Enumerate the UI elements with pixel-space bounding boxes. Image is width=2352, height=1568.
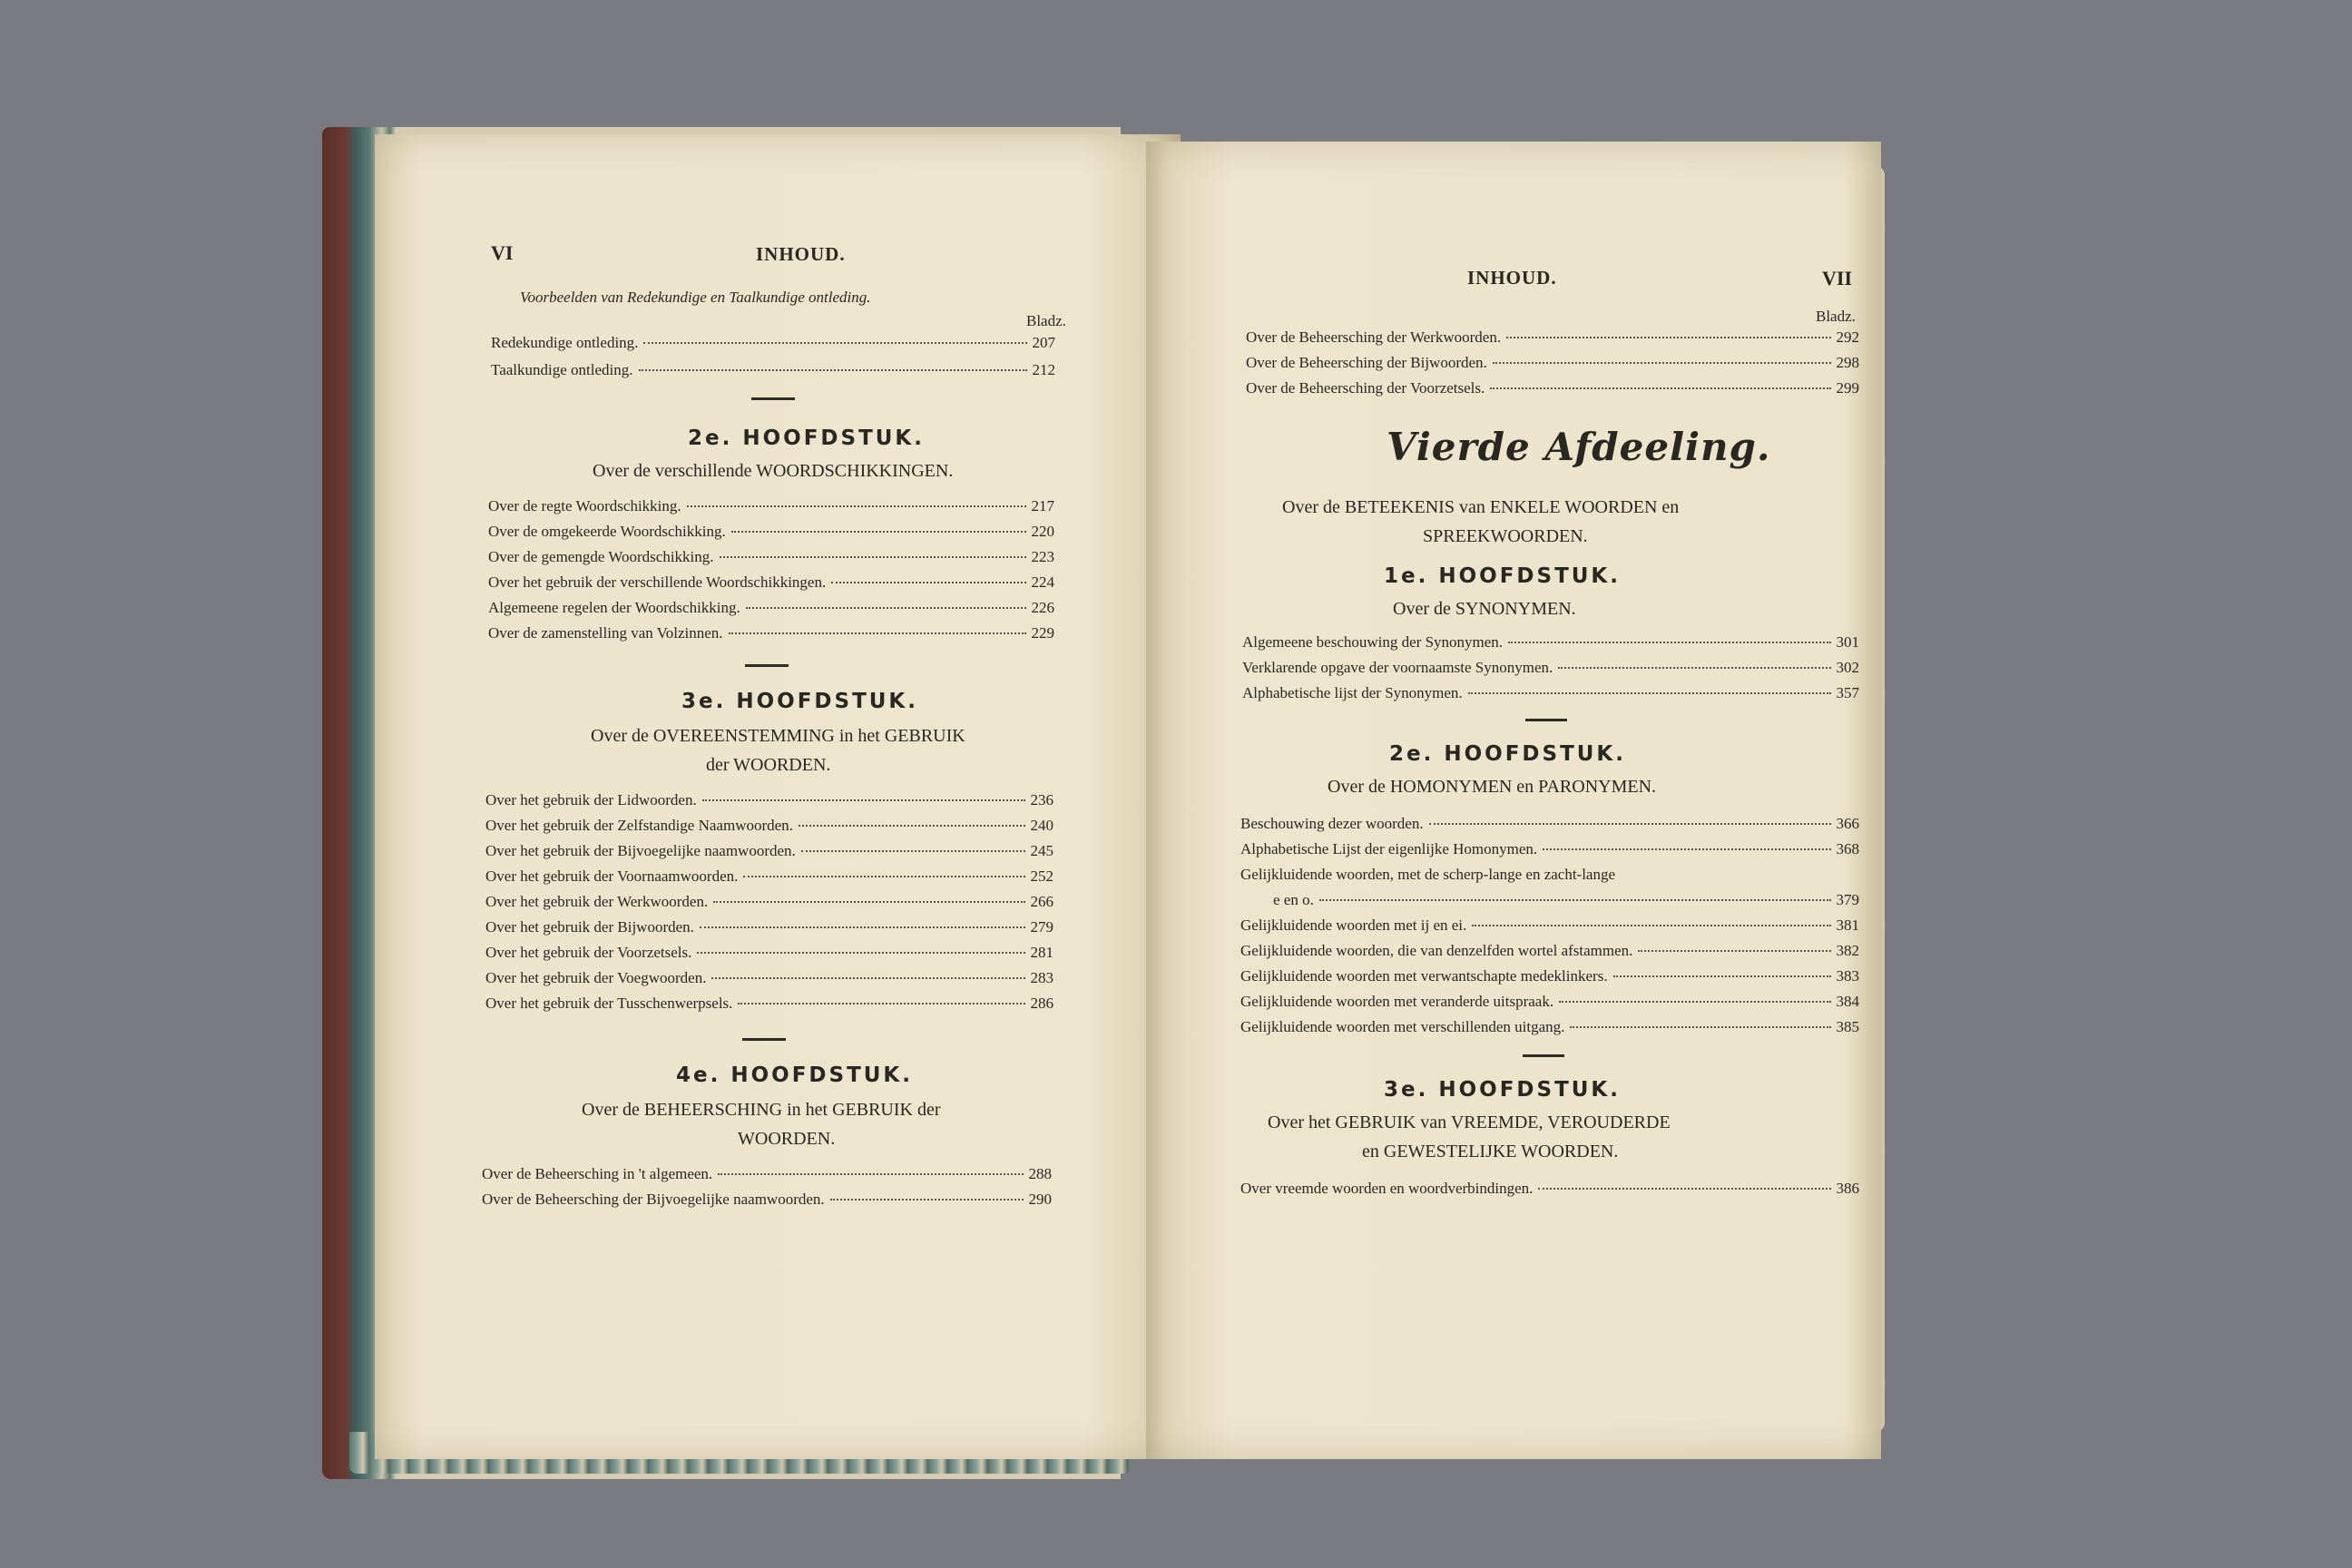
toc-entry: Over de gemengde Woordschikking. 223: [488, 548, 1054, 565]
toc-entry: Alphabetische Lijst der eigenlijke Homonymen. 368: [1240, 840, 1859, 858]
toc-entry: Over de Beheersching der Bijvoegelijke naamwoorden. 290: [482, 1191, 1052, 1208]
toc-entry: Over de omgekeerde Woordschikking. 220: [488, 523, 1054, 540]
chapter-subtitle: en GEWESTELIJKE WOORDEN.: [1362, 1142, 1619, 1161]
section-subtitle: SPREEKWOORDEN.: [1423, 526, 1588, 546]
open-book: [322, 125, 1883, 1479]
divider: [751, 397, 795, 400]
toc-entry: Over vreemde woorden en woordverbindingen. 386: [1240, 1180, 1859, 1197]
chapter-subtitle: der WOORDEN.: [706, 755, 831, 775]
page-folio: VII: [1822, 267, 1853, 289]
toc-entry: Over het gebruik der Voornaamwoorden. 252: [485, 867, 1054, 885]
toc-entry: Over het gebruik der Bijwoorden. 279: [485, 918, 1054, 936]
chapter-heading: 2e. HOOFDSTUK.: [688, 426, 925, 450]
toc-entry-continued: Gelijkluidende woorden, met de scherp-lange en zacht-lange: [1240, 866, 1616, 883]
chapter-heading: 2e. HOOFDSTUK.: [1389, 742, 1626, 766]
chapter-subtitle: Over de SYNONYMEN.: [1393, 599, 1576, 619]
toc-entry: Alphabetische lijst der Synonymen. 357: [1242, 684, 1859, 701]
chapter-heading: 3e. HOOFDSTUK.: [1384, 1078, 1621, 1102]
toc-entry: Gelijkluidende woorden met verschillenden uitgang. 385: [1240, 1018, 1859, 1035]
toc-entry: Over het gebruik der Bijvoegelijke naamwoorden. 245: [485, 842, 1054, 859]
toc-entry: Gelijkluidende woorden, die van denzelfden wortel afstammen. 382: [1240, 942, 1859, 959]
divider: [745, 664, 789, 667]
running-head: INHOUD.: [1467, 267, 1557, 289]
chapter-heading: 1e. HOOFDSTUK.: [1384, 564, 1621, 588]
toc-entry: Algemeene regelen der Woordschikking. 226: [488, 599, 1054, 616]
toc-entry: Over de Beheersching in 't algemeen. 288: [482, 1165, 1052, 1182]
toc-entry: Over het gebruik der Tusschenwerpsels. 286: [485, 995, 1054, 1012]
chapter-subtitle: Over de BEHEERSCHING in het GEBRUIK der: [582, 1100, 941, 1120]
toc-entry: Gelijkluidende woorden met verwantschapte medeklinkers. 383: [1240, 967, 1859, 985]
toc-entry: Over het gebruik der Zelfstandige Naamwoorden. 240: [485, 817, 1054, 834]
chapter-heading: 4e. HOOFDSTUK.: [676, 1063, 913, 1087]
bladz-label: Bladz.: [1026, 312, 1066, 329]
left-page: [375, 134, 1181, 1459]
toc-entry: Gelijkluidende woorden met veranderde uitspraak. 384: [1240, 993, 1859, 1010]
toc-entry: Over het gebruik der Lidwoorden. 236: [485, 791, 1054, 808]
toc-entry: Algemeene beschouwing der Synonymen. 301: [1242, 633, 1859, 651]
divider: [1525, 719, 1567, 721]
toc-entry: Over de regte Woordschikking. 217: [488, 497, 1054, 514]
right-page: [1146, 142, 1881, 1459]
bladz-label: Bladz.: [1816, 308, 1856, 325]
toc-entry: Over de Beheersching der Bijwoorden. 298: [1246, 354, 1859, 371]
chapter-heading: 3e. HOOFDSTUK.: [681, 690, 918, 713]
toc-entry: Taalkundige ontleding. 212: [491, 361, 1055, 378]
page-folio: VI: [491, 241, 514, 264]
toc-entry: Redekundige ontleding. 207: [491, 334, 1055, 351]
divider: [742, 1038, 786, 1041]
toc-entry: Over de Beheersching der Voorzetsels. 299: [1246, 379, 1859, 397]
chapter-subtitle: WOORDEN.: [738, 1129, 836, 1149]
toc-entry: Over de Beheersching der Werkwoorden. 292: [1246, 328, 1859, 346]
chapter-subtitle: Over de HOMONYMEN en PARONYMEN.: [1328, 777, 1657, 797]
divider: [1523, 1054, 1564, 1057]
section-title: Vierde Afdeeling.: [1387, 425, 1771, 469]
chapter-subtitle: Over het GEBRUIK van VREEMDE, VEROUDERDE: [1268, 1112, 1671, 1132]
section-subtitle: Over de BETEEKENIS van ENKELE WOORDEN en: [1282, 497, 1680, 517]
toc-entry: Gelijkluidende woorden met ij en ei. 381: [1240, 916, 1859, 934]
toc-entry: Over het gebruik der Voegwoorden. 283: [485, 969, 1054, 986]
toc-entry: Over het gebruik der Werkwoorden. 266: [485, 893, 1054, 910]
chapter-subtitle: Over de OVEREENSTEMMING in het GEBRUIK: [591, 726, 965, 746]
toc-entry: Over de zamenstelling van Volzinnen. 229: [488, 624, 1054, 642]
running-head: INHOUD.: [756, 243, 846, 265]
toc-entry: Verklarende opgave der voornaamste Synonymen. 302: [1242, 659, 1859, 676]
toc-entry: Over het gebruik der Voorzetsels. 281: [485, 944, 1054, 961]
intro-title: Voorbeelden van Redekundige en Taalkundige ontleding.: [520, 289, 871, 306]
toc-entry: Over het gebruik der verschillende Woordschikkingen. 224: [488, 573, 1054, 591]
toc-entry: e en o. 379: [1273, 891, 1859, 908]
chapter-subtitle: Over de verschillende WOORDSCHIKKINGEN.: [593, 461, 954, 481]
toc-entry: Beschouwing dezer woorden. 366: [1240, 815, 1859, 832]
